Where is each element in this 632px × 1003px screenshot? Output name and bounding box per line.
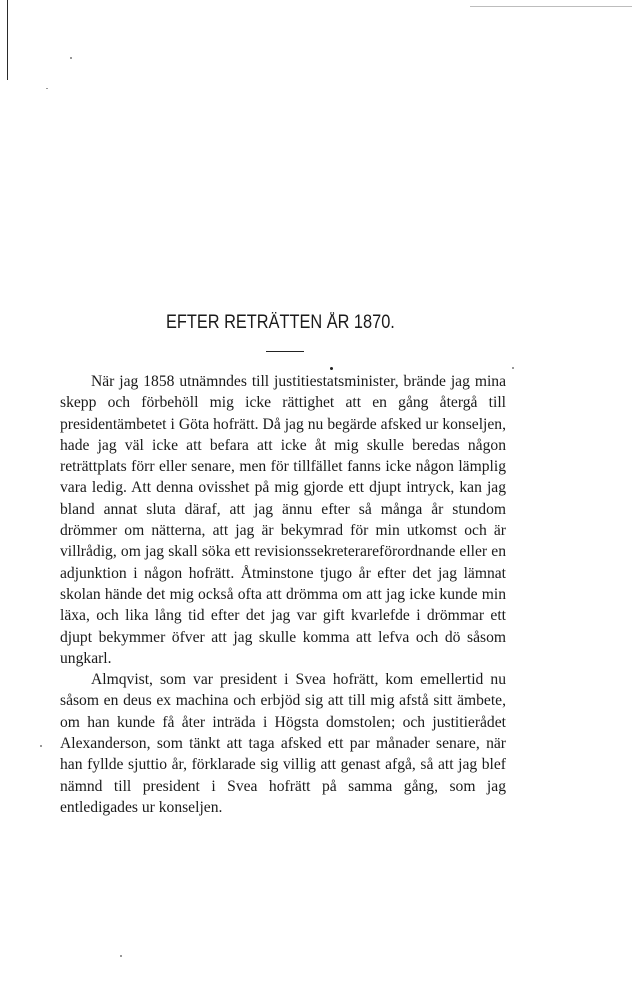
chapter-title: EFTER RETRÄTTEN ÅR 1870. [166, 312, 395, 333]
paragraph-2: Almqvist, som var president i Svea hofrätt, kom emellertid nu såsom en deus ex machina och erbjöd sig att till mig afstå sitt ämbete, om han kunde få åter inträda i Högsta domstolen; och justitierådet Alexanderson, som tänkt att taga afsked ett par månader senare, när han fyllde sjuttio år, förklarade sig villig att genast afgå, så att jag blef nämnd till president i Svea hofrätt på samma gång, som jag entledigades ur konseljen. [60, 671, 506, 816]
paragraph-1: När jag 1858 utnämndes till justitiestatsminister, brände jag mina skepp och förbehöll mig icke rättighet att en gång återgå till presidentämbetet i Göta hofrätt. Då jag nu begärde afsked ur konseljen, hade jag väl icke att befara att icke åt mig skulle beredas någon reträttplats förr eller senare, men för tillfället fanns icke någon lämplig vara ledig. Att denna ovisshet på mig gjorde ett djupt intryck, kan jag bland annat sluta däraf, att jag ännu efter så många år stundom drömmer om nätterna, att jag är bekymrad för min utkomst och är villrådig, om jag skall söka ett revisionssekreterareförordnande eller en adjunktion i någon hofrätt. Åtminstone tjugo år efter det jag lämnat skolan hände det mig också ofta att drömma om att jag icke kunde min läxa, och lika lång tid efter det jag var gift kvarlefde i drömmar ett djupt bekymmer öfver att jag skulle komma att lefva och dö såsom ungkarl. [60, 373, 506, 667]
scan-speck [120, 955, 122, 957]
scan-speck [512, 367, 514, 369]
scan-edge-top [470, 6, 632, 7]
body-text [60, 371, 506, 818]
scan-speck [46, 88, 48, 89]
scan-speck [330, 367, 333, 370]
scan-speck [40, 745, 42, 747]
title-divider [266, 351, 304, 352]
scan-edge-left [7, 0, 8, 80]
scan-speck [70, 57, 72, 59]
